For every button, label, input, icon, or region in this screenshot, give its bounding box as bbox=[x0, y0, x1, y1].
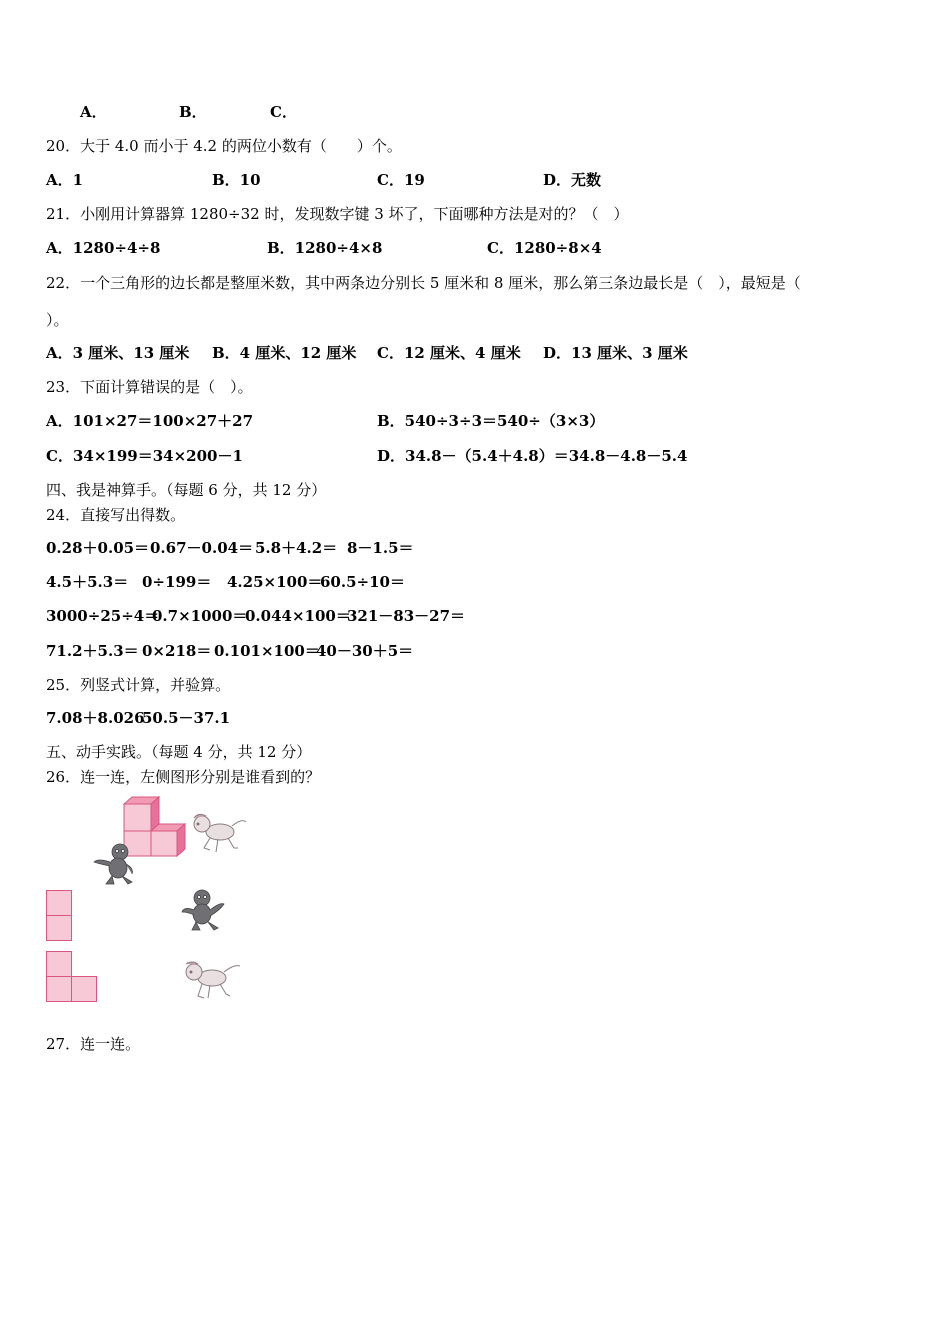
q27-stem: 27．连一连。 bbox=[46, 1035, 141, 1053]
q21-option-a: A．1280÷4÷8 bbox=[46, 239, 161, 257]
monkey-icon bbox=[92, 842, 138, 886]
q23-option-a: A．101×27＝100×27＋27 bbox=[46, 412, 254, 430]
option-a: A． bbox=[80, 103, 107, 121]
q21-option-b: B．1280÷4×8 bbox=[267, 239, 383, 257]
dog-icon bbox=[182, 958, 242, 1000]
two-stacked-squares-figure bbox=[46, 890, 72, 942]
q23-option-c: C．34×199＝34×200－1 bbox=[46, 447, 243, 465]
q21-stem: 21．小刚用计算器算 1280÷32 时，发现数字键 3 坏了，下面哪种方法是对的？（ ） bbox=[46, 205, 629, 223]
q24-item: 4.5＋5.3＝ bbox=[46, 573, 129, 591]
q24-item: 0×218＝ bbox=[142, 642, 212, 660]
monkey-icon bbox=[180, 888, 226, 932]
q25-item: 50.5－37.1 bbox=[142, 709, 231, 727]
q24-item: 8－1.5＝ bbox=[347, 539, 414, 557]
q20-stem: 20．大于 4.0 而小于 4.2 的两位小数有（ ）个。 bbox=[46, 137, 402, 155]
section5-title: 五、动手实践。（每题 4 分，共 12 分） bbox=[46, 743, 312, 761]
q22-option-a: A．3 厘米、13 厘米 bbox=[46, 344, 190, 362]
q24-item: 0.67－0.04＝ bbox=[150, 539, 254, 557]
section4-title: 四、我是神算手。（每题 6 分，共 12 分） bbox=[46, 481, 327, 499]
q24-item: 0.28＋0.05＝ bbox=[46, 539, 150, 557]
q24-item: 0.101×100＝ bbox=[214, 642, 320, 660]
q24-item: 4.25×100＝ bbox=[227, 573, 323, 591]
q23-option-b: B．540÷3÷3＝540÷（3×3） bbox=[377, 412, 605, 430]
q24-item: 71.2＋5.3＝ bbox=[46, 642, 139, 660]
q23-stem: 23．下面计算错误的是（ ）。 bbox=[46, 378, 253, 396]
option-b: B． bbox=[179, 103, 207, 121]
q24-item: 5.8＋4.2＝ bbox=[255, 539, 338, 557]
q22-stem-line2: ）。 bbox=[46, 311, 69, 329]
option-c: C． bbox=[270, 103, 297, 121]
q20-option-b: B．10 bbox=[212, 171, 261, 189]
q20-option-c: C．19 bbox=[377, 171, 425, 189]
q25-item: 7.08＋8.026 bbox=[46, 709, 145, 727]
q25-stem: 25．列竖式计算，并验算。 bbox=[46, 676, 231, 694]
q24-item: 0.7×1000＝ bbox=[152, 607, 248, 625]
q24-stem: 24．直接写出得数。 bbox=[46, 506, 186, 524]
q22-stem-line1: 22．一个三角形的边长都是整厘米数，其中两条边分别长 5 厘米和 8 厘米，那么第三条边最长是（ ），最短是（ bbox=[46, 274, 801, 292]
q21-option-c: C．1280÷8×4 bbox=[487, 239, 602, 257]
q22-option-b: B．4 厘米、12 厘米 bbox=[212, 344, 357, 362]
q24-item: 321－83－27＝ bbox=[347, 607, 466, 625]
q20-option-d: D．无数 bbox=[543, 171, 602, 189]
q26-stem: 26．连一连，左侧图形分别是谁看到的？ bbox=[46, 768, 321, 786]
q24-item: 40－30＋5＝ bbox=[316, 642, 414, 660]
q20-option-a: A．1 bbox=[46, 171, 84, 189]
q22-option-d: D．13 厘米、3 厘米 bbox=[543, 344, 688, 362]
q23-option-d: D．34.8－（5.4＋4.8）＝34.8－4.8－5.4 bbox=[377, 447, 688, 465]
q24-item: 60.5÷10＝ bbox=[320, 573, 405, 591]
dog-icon bbox=[188, 812, 248, 854]
q24-item: 0÷199＝ bbox=[142, 573, 212, 591]
q24-item: 0.044×100＝ bbox=[245, 607, 351, 625]
q24-item: 3000÷25÷4＝ bbox=[46, 607, 160, 625]
q22-option-c: C．12 厘米、4 厘米 bbox=[377, 344, 521, 362]
l-shape-squares-figure bbox=[46, 951, 98, 1003]
